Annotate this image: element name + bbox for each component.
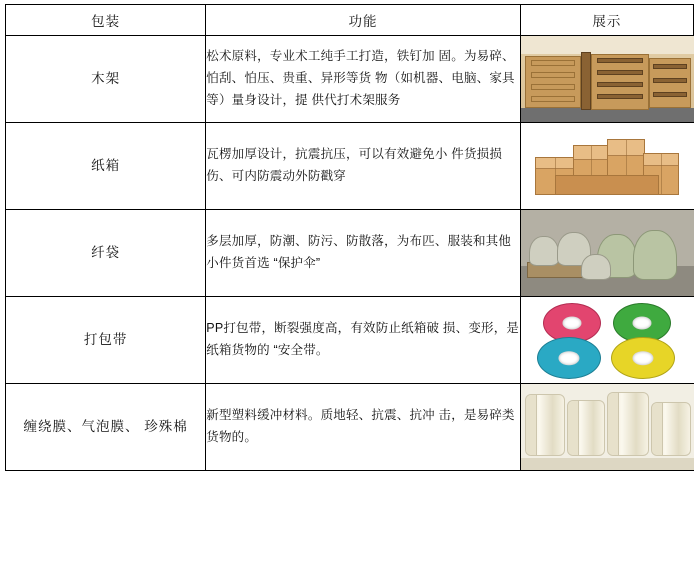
film-roll [525,394,565,456]
stretch-film-rolls-photo [521,384,694,470]
crate-slat [653,78,687,83]
crate-slat [531,96,575,102]
strapping-coil-blue [537,337,601,379]
cell-packaging-name: 打包带 [6,297,206,384]
packaging-table [5,4,694,471]
crate-slat [597,58,643,63]
crate-slat [597,70,643,75]
carton-boxes-photo [521,123,694,209]
wooden-crates-photo [521,36,694,122]
crate-slat [653,92,687,97]
film-roll [651,402,691,456]
table-row [6,297,694,384]
crate-post [581,52,591,110]
woven-bag [633,230,677,280]
crate-slat [597,94,643,99]
cell-packaging-name: 缠绕膜、气泡膜、 珍殊棉 [6,384,206,471]
crate-slat [531,60,575,66]
carton-seam [661,154,662,194]
coil-hole [558,351,579,365]
cell-function-text: 松术原料，专业术工纯手工打造，铁钉加 固。为易碎、怕刮、怕压、贵重、异形等货 物（如机器、电脑、家具等）量身设计，提 供代打术架服务 [206,36,520,123]
cell-demo-image [520,123,693,210]
strapping-coils-photo [521,297,694,383]
cell-demo-image [520,384,693,471]
cell-function-text: PP打包带，断裂强度高，有效防止纸箱破 损、变形，是纸箱货物的 “安全带。 [206,297,520,384]
roll-end-cap [568,401,579,455]
table-row [6,210,694,297]
cell-demo-image [520,297,693,384]
table-header [6,5,694,36]
table-row [6,36,694,123]
woven-bag [581,254,611,280]
cell-packaging-name: 纸箱 [6,123,206,210]
roll-end-cap [608,393,619,455]
table-row [6,123,694,210]
column-header-packaging: 包装 [6,5,206,36]
woven-bag [529,236,559,266]
coil-hole [632,351,653,365]
table-header-row [6,5,694,36]
table-body [6,36,694,471]
table-surface [521,458,694,470]
roll-end-cap [652,403,663,455]
crate-slat [597,82,643,87]
cell-function-text: 瓦楞加厚设计，抗震抗压，可以有效避免小 件货损损伤、可内防震动外防戳穿 [206,123,520,210]
cell-packaging-name: 木架 [6,36,206,123]
crate-slat [531,84,575,90]
table-row [6,384,694,471]
background-wall [521,36,694,54]
column-header-function: 功能 [206,5,520,36]
film-roll [567,400,605,456]
floor-strip [521,108,694,122]
film-roll [607,392,649,456]
roll-end-cap [526,395,537,455]
cell-demo-image [520,36,693,123]
cell-demo-image [520,210,693,297]
cell-function-text: 多层加厚，防潮、防污、防散落，为布匹、服装和其他小件货首选 “保护伞” [206,210,520,297]
cell-function-text: 新型塑料缓冲材料。质地轻、抗震、抗冲 击，是易碎类货物的。 [206,384,520,471]
coil-hole [562,317,581,330]
column-header-demo: 展示 [520,5,693,36]
crate-slat [653,64,687,69]
woven-bags-photo [521,210,694,296]
strapping-coil-yellow [611,337,675,379]
crate-slat [531,72,575,78]
carton-base-box [555,175,659,195]
coil-hole [632,317,651,330]
cell-packaging-name: 纤袋 [6,210,206,297]
